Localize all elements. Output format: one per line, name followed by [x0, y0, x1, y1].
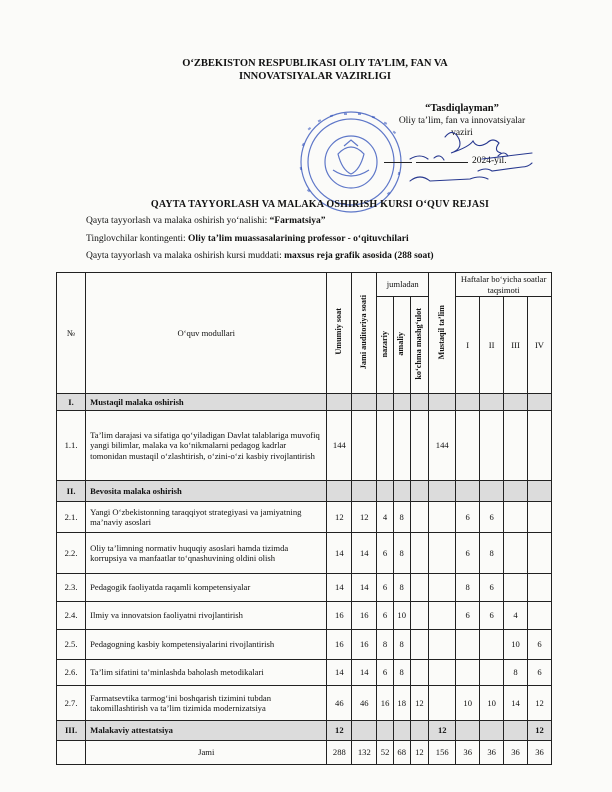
cell-theory: 6 [377, 602, 394, 630]
module-name: Ta’lim darajasi va sifatiga qo‘yiladigan Davlat talablariga muvofiq yangi bilimlar, malaka va ko‘nikmalarni pedagog kadrlar tomonidan mustaqil o‘zlashtirish, o‘zini-o‘zi kasbiy rivojlantirish [86, 411, 327, 481]
total-week-3: 36 [504, 741, 528, 765]
header-number: № [57, 273, 86, 394]
row-number: 2.2. [57, 533, 86, 574]
cell-total: 144 [327, 411, 352, 481]
total-practical: 68 [393, 741, 410, 765]
cell-week-2: 8 [480, 533, 504, 574]
row-number: 2.5. [57, 630, 86, 660]
cell-week-4 [527, 574, 551, 602]
cell-week-3: 8 [504, 660, 528, 686]
cell-week-2: 10 [480, 686, 504, 721]
total-auditorium: 132 [352, 741, 377, 765]
module-name: Oliy ta’limning normativ huquqiy asoslari hamda tizimda korrupsiya va manfaatlar to‘qnashuvining oldini olish [86, 533, 327, 574]
approval-line-1: Oliy ta’lim, fan va innovatsiyalar [398, 116, 526, 126]
ministry-line-2: INNOVATSIYALAR VAZIRLIGI [238, 71, 391, 82]
table-row [57, 686, 552, 721]
approval-title: “Tasdiqlayman” [425, 103, 499, 114]
cell-offsite [410, 533, 429, 574]
section-number: I. [57, 394, 86, 411]
cell-auditorium: 14 [352, 574, 377, 602]
table-row [57, 411, 552, 481]
module-name: Farmatsevtika tarmog‘ini boshqarish tizimini tubdan takomillashtirish va ta’lim tizimida modernizatsiya [86, 686, 327, 721]
header-theory-label: nazariy [379, 330, 389, 358]
cell-total: 16 [327, 602, 352, 630]
cell-week-4: 12 [527, 721, 551, 741]
cell-independent: 12 [429, 721, 456, 741]
header-modules: O‘quv modullari [86, 273, 327, 394]
table-row [57, 502, 552, 533]
approval-year: 2024-yil. [472, 156, 507, 166]
section-number: III. [57, 721, 86, 741]
duration-line [86, 251, 434, 261]
table-row [57, 602, 552, 630]
header-week-1: I [456, 297, 480, 394]
cell-week-3 [504, 411, 528, 481]
header-offsite-label: ko‘chma mashg‘ulot [414, 308, 424, 380]
section-title: Malakaviy attestatsiya [86, 721, 327, 741]
cell-auditorium: 46 [352, 686, 377, 721]
header-practical [393, 297, 410, 394]
cell-offsite [410, 660, 429, 686]
cell-week-4 [527, 602, 551, 630]
cell-independent: 144 [429, 411, 456, 481]
header-independent-study-label: Mustaqil ta’lim [436, 304, 446, 359]
total-independent: 156 [429, 741, 456, 765]
cell-total: 14 [327, 660, 352, 686]
total-label: Jami [86, 741, 327, 765]
total-hours: 288 [327, 741, 352, 765]
cell-practical: 18 [393, 686, 410, 721]
total-offsite: 12 [410, 741, 429, 765]
cell-week-2: 6 [480, 602, 504, 630]
handwritten-signature-icon [390, 125, 550, 195]
cell-theory: 16 [377, 686, 394, 721]
table-row [57, 574, 552, 602]
total-week-2: 36 [480, 741, 504, 765]
cell-auditorium: 14 [352, 660, 377, 686]
cell-practical [393, 411, 410, 481]
cell-theory: 8 [377, 630, 394, 660]
header-week-3: III [504, 297, 528, 394]
cell-theory: 6 [377, 574, 394, 602]
cell-week-1: 8 [456, 574, 480, 602]
cell-week-2 [480, 630, 504, 660]
cell-practical: 10 [393, 602, 410, 630]
cell-week-1 [456, 660, 480, 686]
cell-independent [429, 686, 456, 721]
contingent-label: Tinglovchilar kontingenti: [86, 234, 189, 244]
ministry-line-1: O‘ZBEKISTON RESPUBLIKASI OLIY TA’LIM, FAN VA [182, 58, 448, 69]
cell-week-1: 10 [456, 686, 480, 721]
cell-independent [429, 660, 456, 686]
cell-auditorium: 16 [352, 630, 377, 660]
total-week-4: 36 [527, 741, 551, 765]
cell-practical: 8 [393, 574, 410, 602]
table-row [57, 533, 552, 574]
row-number: 2.7. [57, 686, 86, 721]
total-week-1: 36 [456, 741, 480, 765]
module-name: Pedagogning kasbiy kompetensiyalarini rivojlantirish [86, 630, 327, 660]
section-row-2 [57, 481, 552, 502]
cell-week-2: 6 [480, 502, 504, 533]
cell-offsite: 12 [410, 686, 429, 721]
section-title: Mustaqil malaka oshirish [86, 394, 327, 411]
cell-auditorium: 14 [352, 533, 377, 574]
cell-week-1 [456, 630, 480, 660]
header-auditorium-hours [352, 273, 377, 394]
cell-week-4: 6 [527, 630, 551, 660]
cell-offsite [410, 502, 429, 533]
section-row-3 [57, 721, 552, 741]
cell-week-4: 6 [527, 660, 551, 686]
cell-total: 14 [327, 533, 352, 574]
cell-practical: 8 [393, 630, 410, 660]
cell-week-2: 6 [480, 574, 504, 602]
direction-label: Qayta tayyorlash va malaka oshirish yo‘nalishi: [86, 216, 270, 226]
section-row-1 [57, 394, 552, 411]
module-name: Pedagogik faoliyatda raqamli kompetensiyalar [86, 574, 327, 602]
direction-value: “Farmatsiya” [269, 216, 326, 226]
header-auditorium-hours-label: Jami auditoriya soati [358, 294, 368, 369]
cell-theory [377, 411, 394, 481]
table-row [57, 630, 552, 660]
module-name: Ilmiy va innovatsion faoliyatni rivojlantirish [86, 602, 327, 630]
duration-label: Qayta tayyorlash va malaka oshirish kursi muddati: [86, 251, 285, 261]
cell-practical: 8 [393, 533, 410, 574]
header-total-hours-label: Umumiy soat [334, 308, 344, 356]
cell-week-3 [504, 574, 528, 602]
cell-total: 14 [327, 574, 352, 602]
cell-offsite [410, 574, 429, 602]
cell-week-1: 6 [456, 533, 480, 574]
cell-theory: 6 [377, 533, 394, 574]
module-name: Yangi O‘zbekistonning taraqqiyot strategiyasi va jamiyatning ma’naviy asoslari [86, 502, 327, 533]
cell-week-4 [527, 502, 551, 533]
row-number: 2.3. [57, 574, 86, 602]
row-number: 2.1. [57, 502, 86, 533]
cell-week-3: 14 [504, 686, 528, 721]
duration-value: maxsus reja grafik asosida (288 soat) [284, 251, 434, 261]
cell-offsite [410, 411, 429, 481]
header-offsite [410, 297, 429, 394]
header-theory [377, 297, 394, 394]
header-weekly-distribution: Haftalar bo‘yicha soatlar taqsimoti [456, 273, 552, 297]
direction-line [86, 216, 326, 226]
cell-independent [429, 602, 456, 630]
cell-independent [429, 574, 456, 602]
header-total-hours [327, 273, 352, 394]
header-week-4: IV [527, 297, 551, 394]
cell-offsite [410, 630, 429, 660]
total-row [57, 741, 552, 765]
cell-theory: 6 [377, 660, 394, 686]
contingent-line [86, 234, 409, 244]
cell-week-1 [456, 411, 480, 481]
cell-week-2 [480, 411, 504, 481]
cell-total: 16 [327, 630, 352, 660]
section-title: Bevosita malaka oshirish [86, 481, 327, 502]
cell-week-1: 6 [456, 602, 480, 630]
cell-auditorium: 12 [352, 502, 377, 533]
cell-total: 12 [327, 721, 352, 741]
cell-independent [429, 533, 456, 574]
section-number: II. [57, 481, 86, 502]
cell-week-3: 4 [504, 602, 528, 630]
cell-independent [429, 630, 456, 660]
cell-week-1: 6 [456, 502, 480, 533]
row-number: 2.4. [57, 602, 86, 630]
cell-total: 46 [327, 686, 352, 721]
cell-practical: 8 [393, 502, 410, 533]
table-row [57, 660, 552, 686]
cell-total: 12 [327, 502, 352, 533]
cell-week-2 [480, 660, 504, 686]
approval-line-2: vaziri [451, 128, 473, 138]
cell-week-3: 10 [504, 630, 528, 660]
module-name: Ta’lim sifatini ta’minlashda baholash metodikalari [86, 660, 327, 686]
cell-week-4 [527, 411, 551, 481]
cell-auditorium [352, 411, 377, 481]
contingent-value: Oliy ta’lim muassasalarining professor - o‘qituvchilari [188, 234, 409, 244]
ministry-header [150, 57, 480, 83]
cell-week-3 [504, 502, 528, 533]
cell-offsite [410, 602, 429, 630]
header-independent-study [429, 273, 456, 394]
cell-week-4: 12 [527, 686, 551, 721]
cell-independent [429, 502, 456, 533]
header-week-2: II [480, 297, 504, 394]
cell-week-3 [504, 533, 528, 574]
cell-theory: 4 [377, 502, 394, 533]
curriculum-table [56, 272, 552, 765]
cell-auditorium: 16 [352, 602, 377, 630]
cell-week-4 [527, 533, 551, 574]
cell-practical: 8 [393, 660, 410, 686]
row-number: 1.1. [57, 411, 86, 481]
header-practical-label: amaliy [396, 332, 406, 356]
header-including: jumladan [377, 273, 429, 297]
total-theory: 52 [377, 741, 394, 765]
document-title: QAYTA TAYYORLASH VA MALAKA OSHIRISH KURSI O‘QUV REJASI [150, 199, 490, 210]
row-number: 2.6. [57, 660, 86, 686]
